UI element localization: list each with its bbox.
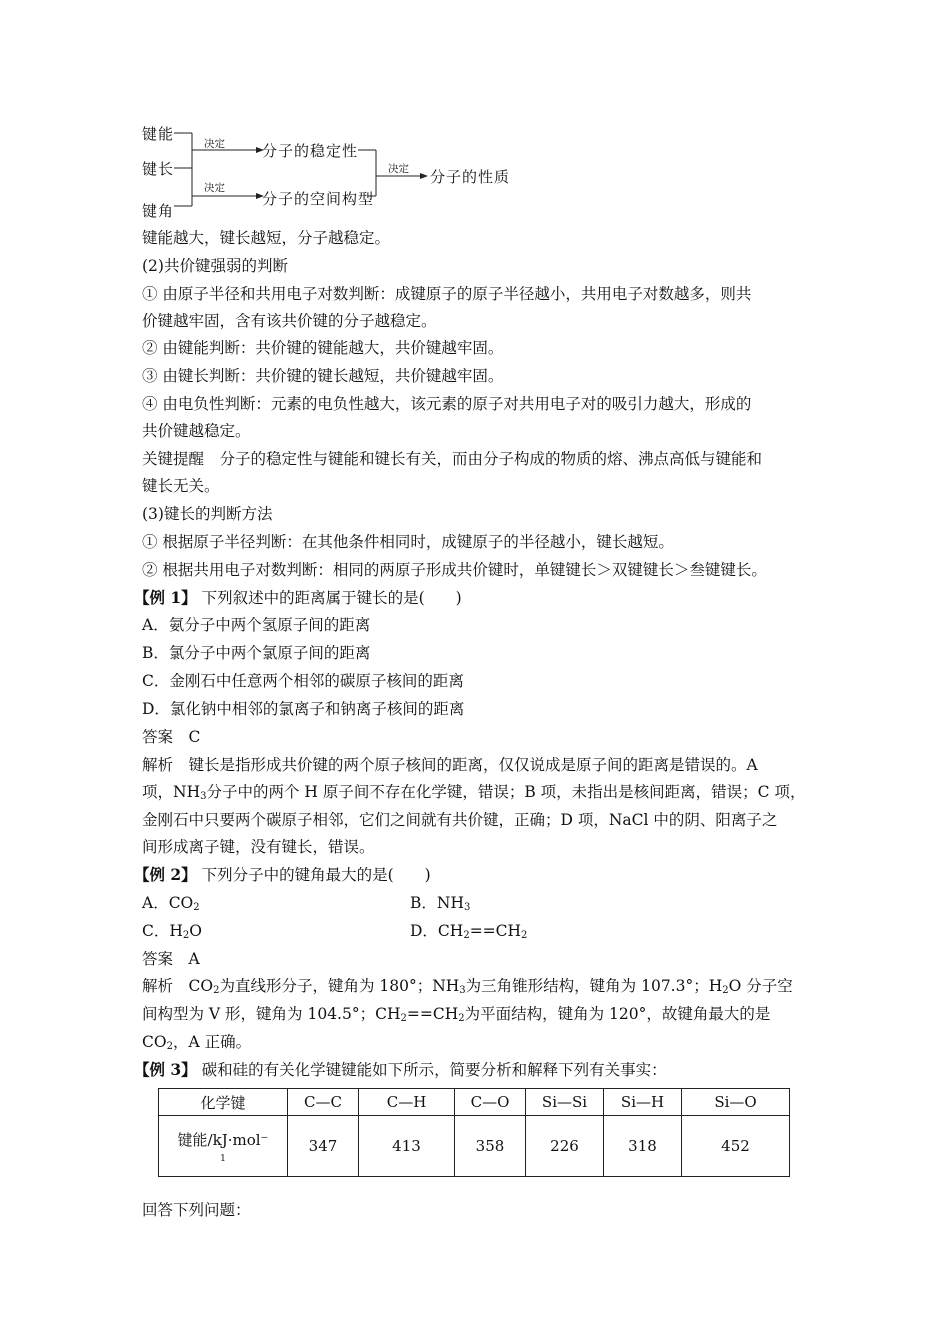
example-1-question: 下列叙述中的距离属于键长的是( ) <box>201 589 462 607</box>
table-header-cell: C—O <box>455 1089 526 1116</box>
example-3-stem <box>134 1060 667 1080</box>
text-line: 回答下列问题： <box>142 1201 251 1219</box>
text-line: 键长无关。 <box>142 477 220 495</box>
diagram-arrow-label-decide: 决定 <box>204 182 225 194</box>
table-header-cell: C—C <box>288 1089 359 1116</box>
example-2-analysis-line: $CO_2$，A 正确。 <box>142 1033 252 1052</box>
table-cell: 358 <box>455 1116 526 1177</box>
text-line: 价键越牢固，含有该共价键的分子越稳定。 <box>142 312 437 330</box>
example-2-option-b: B．$NH_3$ <box>410 894 471 913</box>
example-1-analysis-line: 解析 键长是指形成共价键的两个原子核间的距离，仅仅说成是原子间的距离是错误的。A <box>142 756 758 774</box>
example-2-answer: 答案 A <box>142 950 200 968</box>
text-line: ② 根据共用电子对数判断：相同的两原子形成共价键时，单键键长＞双键键长＞叁键键长。 <box>142 561 767 579</box>
text-line: ④ 由电负性判断：元素的电负性越大，该元素的原子对共用电子对的吸引力越大，形成的 <box>142 395 752 413</box>
example-1-stem <box>134 588 462 608</box>
text-line: ① 根据原子半径判断：在其他条件相同时，成键原子的半径越小，键长越短。 <box>142 533 674 551</box>
table-cell: 226 <box>526 1116 604 1177</box>
example-1-answer: 答案 C <box>142 728 201 746</box>
table-row <box>159 1116 790 1177</box>
text-line: 共价键越稳定。 <box>142 422 251 440</box>
diagram-label-bond-angle: 键角 <box>142 202 175 220</box>
text-line: ③ 由键长判断：共价键的键长越短，共价键越牢固。 <box>142 367 504 385</box>
example-2-option-a: A．$CO_2$ <box>142 894 200 913</box>
example-1-option-d: D．氯化钠中相邻的氯离子和钠离子核间的距离 <box>142 700 465 718</box>
example-2-tag: 【例 2】 <box>134 865 197 884</box>
diagram-label-spatial-structure: 分子的空间构型 <box>262 190 375 208</box>
example-1-analysis-line: 金刚石中只要两个碳原子相邻，它们之间就有共价键，正确；D 项，NaCl 中的阴、阳离子之 <box>142 811 778 829</box>
example-3-tag: 【例 3】 <box>134 1060 197 1079</box>
example-2-analysis-line: 间构型为 V 形，键角为 104.5°；$CH_2==CH_2$为平面结构，键角为 120°，故键角最大的是 <box>142 1005 771 1024</box>
example-1-option-c: C．金刚石中任意两个相邻的碳原子核间的距离 <box>142 672 464 690</box>
diagram-label-bond-energy: 键能 <box>142 125 175 143</box>
diagram-label-stability: 分子的稳定性 <box>262 142 359 160</box>
table-header-cell: 化学键 <box>159 1089 288 1116</box>
example-3-question: 碳和硅的有关化学键键能如下所示，简要分析和解释下列有关事实： <box>201 1061 667 1079</box>
example-2-option-d: D．$CH_2==CH_2$ <box>410 922 528 941</box>
example-2-question: 下列分子中的键角最大的是( ) <box>201 866 431 884</box>
example-1-tag: 【例 1】 <box>134 588 197 607</box>
example-1-analysis-line: 项，$NH_3$分子中的两个 H 原子间不存在化学键，错误；B 项，未指出是核间距离，错误；C 项， <box>142 783 806 802</box>
section-heading: (3)键长的判断方法 <box>142 505 273 523</box>
diagram-arrow-label-decide: 决定 <box>388 163 409 175</box>
example-2-analysis-line: 解析 $CO_2$为直线形分子，键角为 180°；$NH_3$为三角锥形结构，键角为 107.3°；$H_2O$ 分子空 <box>142 977 793 996</box>
example-2-stem <box>134 865 431 885</box>
text-line: 键能越大，键长越短，分子越稳定。 <box>142 229 391 247</box>
text-line: ① 由原子半径和共用电子对数判断：成键原子的原子半径越小，共用电子对数越多，则共 <box>142 285 752 303</box>
table-cell: 413 <box>359 1116 455 1177</box>
table-cell: 318 <box>604 1116 682 1177</box>
example-1-option-b: B．氯分子中两个氯原子间的距离 <box>142 644 371 662</box>
diagram-arrow-label-decide: 决定 <box>204 138 225 150</box>
table-cell: 347 <box>288 1116 359 1177</box>
table-header-cell: Si—Si <box>526 1089 604 1116</box>
example-1-analysis-line: 间形成离子键，没有键长，错误。 <box>142 838 375 856</box>
table-header-cell: Si—H <box>604 1089 682 1116</box>
section-heading: (2)共价键强弱的判断 <box>142 257 288 275</box>
table-header-cell: C—H <box>359 1089 455 1116</box>
bond-parameter-diagram <box>138 118 538 228</box>
example-1-option-a: A．氨分子中两个氢原子间的距离 <box>142 616 371 634</box>
bond-energy-table <box>158 1088 790 1177</box>
example-2-option-c: C．$H_2O$ <box>142 922 202 941</box>
text-line: ② 由键能判断：共价键的键能越大，共价键越牢固。 <box>142 339 504 357</box>
key-reminder: 关键提醒 分子的稳定性与键能和键长有关，而由分子构成的物质的熔、沸点高低与键能和 <box>142 450 763 468</box>
diagram-label-molecule-property: 分子的性质 <box>430 168 511 186</box>
diagram-label-bond-length: 键长 <box>142 160 175 178</box>
table-header-row <box>159 1089 790 1116</box>
table-row-label: 键能/kJ·mol⁻ 1 <box>159 1116 288 1177</box>
table-cell: 452 <box>682 1116 790 1177</box>
table-header-cell: Si—O <box>682 1089 790 1116</box>
